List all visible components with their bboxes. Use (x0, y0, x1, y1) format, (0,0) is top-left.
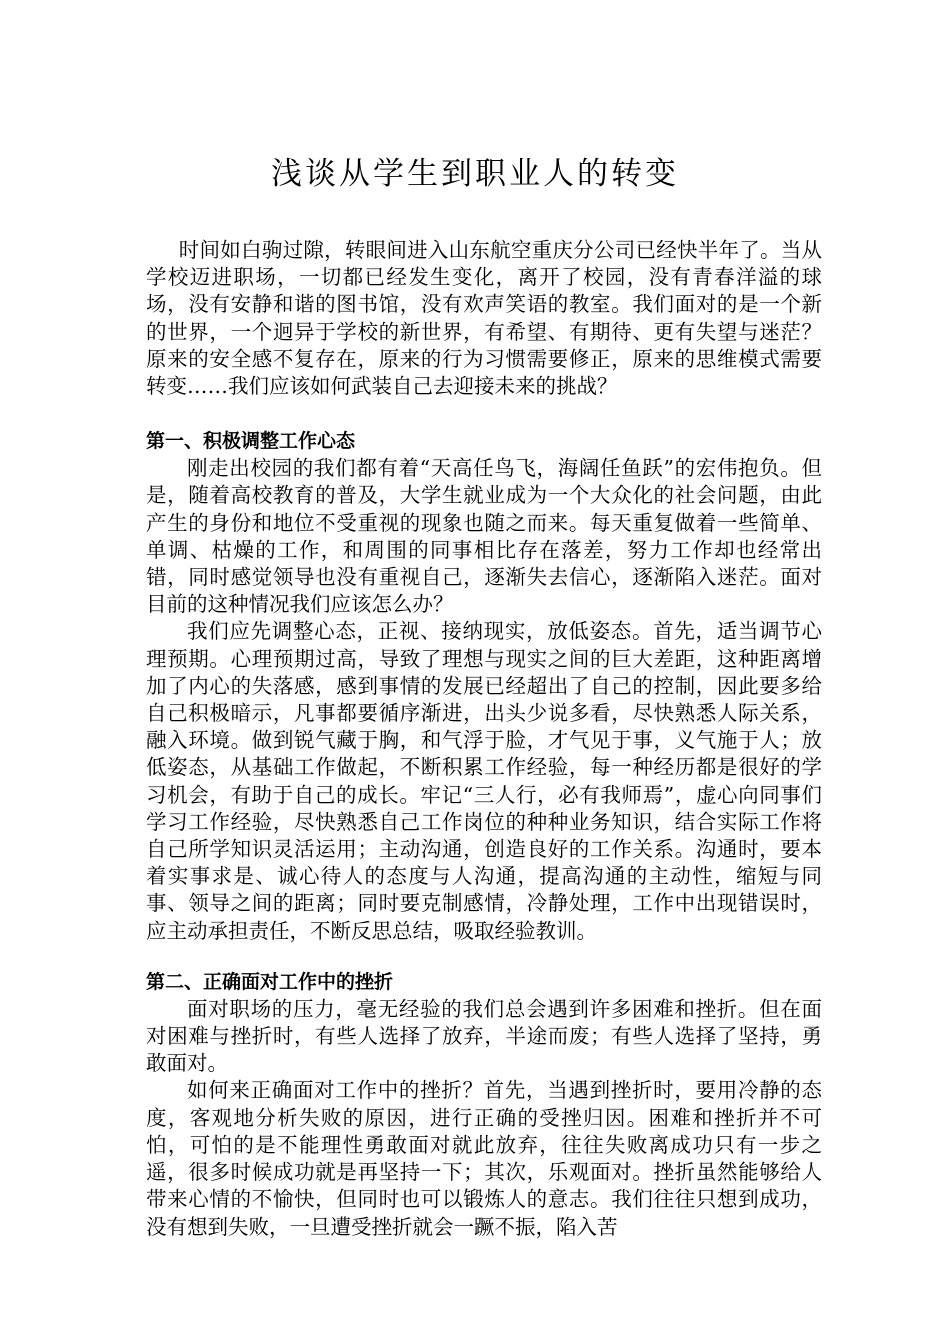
body-paragraph: 刚走出校园的我们都有着“天高任鸟飞，海阔任鱼跃”的宏伟抱负。但是，随着高校教育的普及，大学生就业成为一个大众化的社会问题，由此产生的身份和地位不受重视的现象也随之而来。每天重复做着一些简单、单调、枯燥的工作，和周围的同事相比存在落差，努力工作却也经常出错，同时感觉领导也没有重视自己，逐渐失去信心，逐渐陷入迷茫。面对目前的这种情况我们应该怎么办？ (146, 456, 822, 617)
spacer (146, 945, 822, 969)
section-1 (146, 428, 822, 945)
section-heading: 第一、积极调整工作心态 (146, 430, 356, 453)
body-paragraph: 如何来正确面对工作中的挫折？首先，当遇到挫折时，要用冷静的态度，客观地分析失败的原因，进行正确的受挫归因。困难和挫折并不可怕，可怕的是不能理性勇敢面对就此放弃，往往失败离成功只有一步之遥，很多时候成功就是再坚持一下；其次，乐观面对。挫折虽然能够给人带来心情的不愉快，但同时也可以锻炼人的意志。我们往往只想到成功，没有想到失败，一旦遭受挫折就会一蹶不振，陷入苦 (146, 1078, 822, 1239)
document-body (146, 237, 822, 1241)
body-paragraph: 面对职场的压力，毫无经验的我们总会遇到许多困难和挫折。但在面对困难与挫折时，有些人选择了放弃，半途而废；有些人选择了坚持，勇敢面对。 (146, 996, 822, 1076)
page-title: 浅谈从学生到职业人的转变 (271, 156, 679, 192)
section-2 (146, 969, 822, 1241)
body-paragraph: 我们应先调整心态，正视、接纳现实，放低姿态。首先，适当调节心理预期。心理预期过高，导致了理想与现实之间的巨大差距，这种距离增加了内心的失落感，感到事情的发展已经超出了自己的控制，因此要多给自己积极暗示，凡事都要循序渐进，出头少说多看，尽快熟悉人际关系，融入环境。做到锐气藏于胸，和气浮于脸，才气见于事，义气施于人；放低姿态，从基础工作做起，不断积累工作经验，每一种经历都是很好的学习机会，有助于自己的成长。牢记“三人行，必有我师焉”，虚心向同事们学习工作经验，尽快熟悉自己工作岗位的种种业务知识，结合实际工作将自己所学知识灵活运用；主动沟通，创造良好的工作关系。沟通时，要本着实事求是、诚心待人的态度与人沟通，提高沟通的主动性，缩短与同事、领导之间的距离；同时要克制感情，冷静处理，工作中出现错误时，应主动承担责任，不断反思总结，吸取经验教训。 (146, 619, 822, 943)
section-heading: 第二、正确面对工作中的挫折 (146, 970, 394, 993)
intro-paragraph: 时间如白驹过隙，转眼间进入山东航空重庆分公司已经快半年了。当从学校迈进职场，一切都已经发生变化，离开了校园，没有青春洋溢的球场，没有安静和谐的图书馆，没有欢声笑语的教室。我们面对的是一个新的世界，一个迥异于学校的新世界，有希望、有期待、更有失望与迷茫？原来的安全感不复存在，原来的行为习惯需要修正，原来的思维模式需要转变……我们应该如何武装自己去迎接未来的挑战？ (146, 238, 822, 399)
spacer (146, 400, 822, 428)
